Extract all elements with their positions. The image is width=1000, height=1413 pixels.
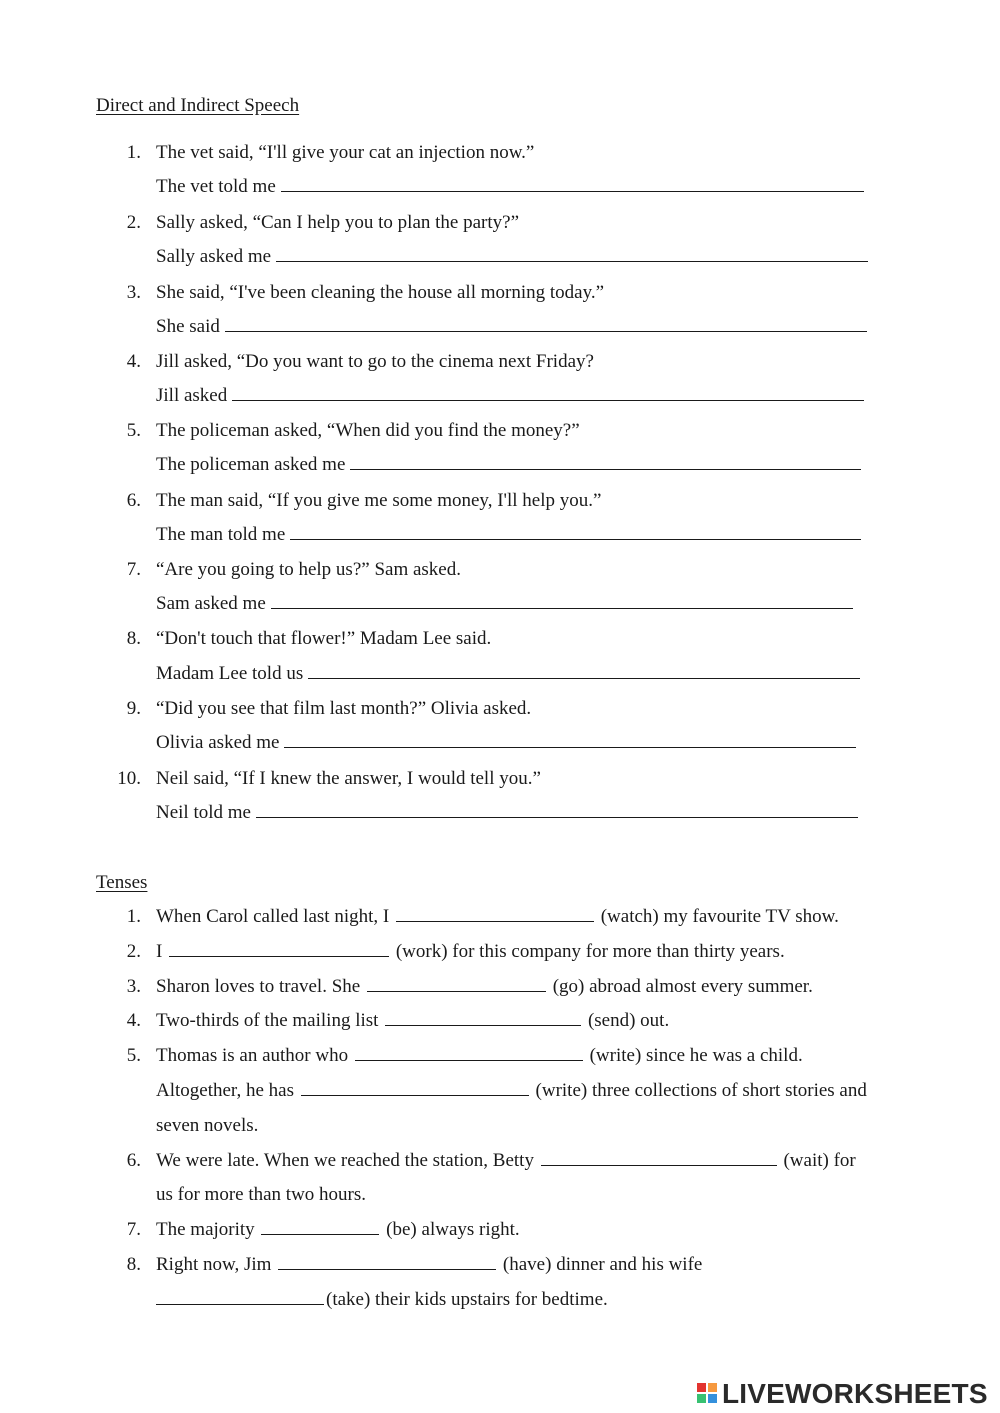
tense-sentence <box>156 1045 803 1067</box>
indirect-prompt: Sam asked me <box>156 593 266 614</box>
indirect-speech-row <box>156 593 853 615</box>
verb-blank[interactable] <box>261 1219 379 1235</box>
indirect-speech-row <box>156 663 860 685</box>
direct-speech-sentence: “Don't touch that flower!” Madam Lee said. <box>156 628 492 649</box>
tense-sentence <box>156 941 785 963</box>
answer-blank[interactable] <box>232 385 864 401</box>
sentence-text: I <box>156 941 163 962</box>
sentence-text: (be) always right. <box>386 1219 520 1240</box>
indirect-speech-row <box>156 176 864 198</box>
verb-blank[interactable] <box>385 1010 581 1026</box>
direct-speech-sentence: “Are you going to help us?” Sam asked. <box>156 559 461 580</box>
answer-blank[interactable] <box>350 454 861 470</box>
verb-blank[interactable] <box>301 1080 529 1096</box>
sentence-text: Altogether, he has <box>156 1080 295 1101</box>
tense-sentence-continued <box>156 1080 867 1102</box>
indirect-prompt: The policeman asked me <box>156 454 346 475</box>
direct-speech-sentence: The vet said, “I'll give your cat an injection now.” <box>156 142 535 163</box>
question-number: 2. <box>126 941 141 962</box>
answer-blank[interactable] <box>290 524 861 540</box>
answer-blank[interactable] <box>308 663 860 679</box>
indirect-speech-row <box>156 316 867 338</box>
indirect-prompt: Sally asked me <box>156 246 272 267</box>
indirect-speech-row <box>156 246 868 268</box>
sentence-text: (watch) my favourite TV show. <box>600 906 839 927</box>
question-number: 9. <box>126 698 141 719</box>
sentence-text: (write) since he was a child. <box>589 1045 803 1066</box>
verb-blank[interactable] <box>396 906 594 922</box>
answer-blank[interactable] <box>281 176 864 192</box>
tense-sentence <box>156 1254 702 1276</box>
question-number: 7. <box>126 559 141 580</box>
verb-blank[interactable] <box>355 1045 583 1061</box>
tense-sentence-continued: seven novels. <box>156 1115 259 1136</box>
answer-blank[interactable] <box>276 246 868 262</box>
sentence-text: Right now, Jim <box>156 1254 272 1275</box>
indirect-speech-row <box>156 732 856 754</box>
tense-sentence <box>156 1219 520 1241</box>
direct-speech-sentence: Neil said, “If I knew the answer, I would tell you.” <box>156 768 541 789</box>
sentence-text: (work) for this company for more than thirty years. <box>395 941 785 962</box>
question-number: 6. <box>126 1150 141 1171</box>
verb-blank[interactable] <box>367 976 546 992</box>
question-number: 5. <box>126 420 141 441</box>
verb-blank[interactable] <box>156 1289 324 1305</box>
direct-speech-sentence: The policeman asked, “When did you find the money?” <box>156 420 580 441</box>
indirect-speech-row <box>156 385 864 407</box>
question-number: 4. <box>126 351 141 372</box>
direct-speech-sentence: Jill asked, “Do you want to go to the cinema next Friday? <box>156 351 594 372</box>
logo-text: LIVEWORKSHEETS <box>722 1378 988 1409</box>
verb-blank[interactable] <box>541 1150 777 1166</box>
sentence-text: (go) abroad almost every summer. <box>552 976 813 997</box>
indirect-prompt: The vet told me <box>156 176 276 197</box>
question-number: 1. <box>126 142 141 163</box>
question-number: 4. <box>126 1010 141 1031</box>
direct-speech-sentence: She said, “I've been cleaning the house all morning today.” <box>156 282 605 303</box>
tense-sentence-continued: us for more than two hours. <box>156 1184 367 1205</box>
sentence-text: (have) dinner and his wife <box>502 1254 703 1275</box>
tense-sentence <box>156 976 813 998</box>
indirect-speech-row <box>156 454 861 476</box>
section-title-tenses: Tenses <box>96 872 148 893</box>
tense-sentence <box>156 906 839 928</box>
question-number: 10. <box>117 768 141 789</box>
verb-blank[interactable] <box>278 1254 496 1270</box>
question-number: 8. <box>126 628 141 649</box>
sentence-text: Thomas is an author who <box>156 1045 349 1066</box>
indirect-prompt: The man told me <box>156 524 286 545</box>
logo-mark-icon <box>697 1383 719 1405</box>
question-number: 5. <box>126 1045 141 1066</box>
sentence-text: (send) out. <box>587 1010 670 1031</box>
verb-blank[interactable] <box>169 941 389 957</box>
answer-blank[interactable] <box>284 732 856 748</box>
question-number: 1. <box>126 906 141 927</box>
question-number: 7. <box>126 1219 141 1240</box>
tense-sentence <box>156 1010 669 1032</box>
question-number: 2. <box>126 212 141 233</box>
sentence-text: Sharon loves to travel. She <box>156 976 361 997</box>
tense-sentence <box>156 1150 856 1172</box>
question-number: 6. <box>126 490 141 511</box>
question-number: 3. <box>126 976 141 997</box>
direct-speech-sentence: The man said, “If you give me some money, I'll help you.” <box>156 490 602 511</box>
question-number: 3. <box>126 282 141 303</box>
indirect-prompt: Jill asked <box>156 385 228 406</box>
sentence-text: (take) their kids upstairs for bedtime. <box>326 1289 608 1310</box>
sentence-text: (write) three collections of short stories and <box>535 1080 867 1101</box>
indirect-speech-row <box>156 524 861 546</box>
tense-sentence-continued <box>156 1289 608 1311</box>
indirect-prompt: She said <box>156 316 220 337</box>
sentence-text: When Carol called last night, I <box>156 906 390 927</box>
sentence-text: (wait) for <box>783 1150 856 1171</box>
indirect-prompt: Neil told me <box>156 802 251 823</box>
answer-blank[interactable] <box>225 316 867 332</box>
indirect-prompt: Madam Lee told us <box>156 663 304 684</box>
sentence-text: The majority <box>156 1219 255 1240</box>
question-number: 8. <box>126 1254 141 1275</box>
direct-speech-sentence: “Did you see that film last month?” Olivia asked. <box>156 698 532 719</box>
section-title-speech: Direct and Indirect Speech <box>96 95 300 116</box>
indirect-speech-row <box>156 802 858 824</box>
answer-blank[interactable] <box>271 593 853 609</box>
sentence-text: Two-thirds of the mailing list <box>156 1010 379 1031</box>
direct-speech-sentence: Sally asked, “Can I help you to plan the party?” <box>156 212 520 233</box>
liveworksheets-logo <box>697 1378 988 1410</box>
indirect-prompt: Olivia asked me <box>156 732 280 753</box>
answer-blank[interactable] <box>256 802 858 818</box>
sentence-text: We were late. When we reached the station, Betty <box>156 1150 534 1171</box>
